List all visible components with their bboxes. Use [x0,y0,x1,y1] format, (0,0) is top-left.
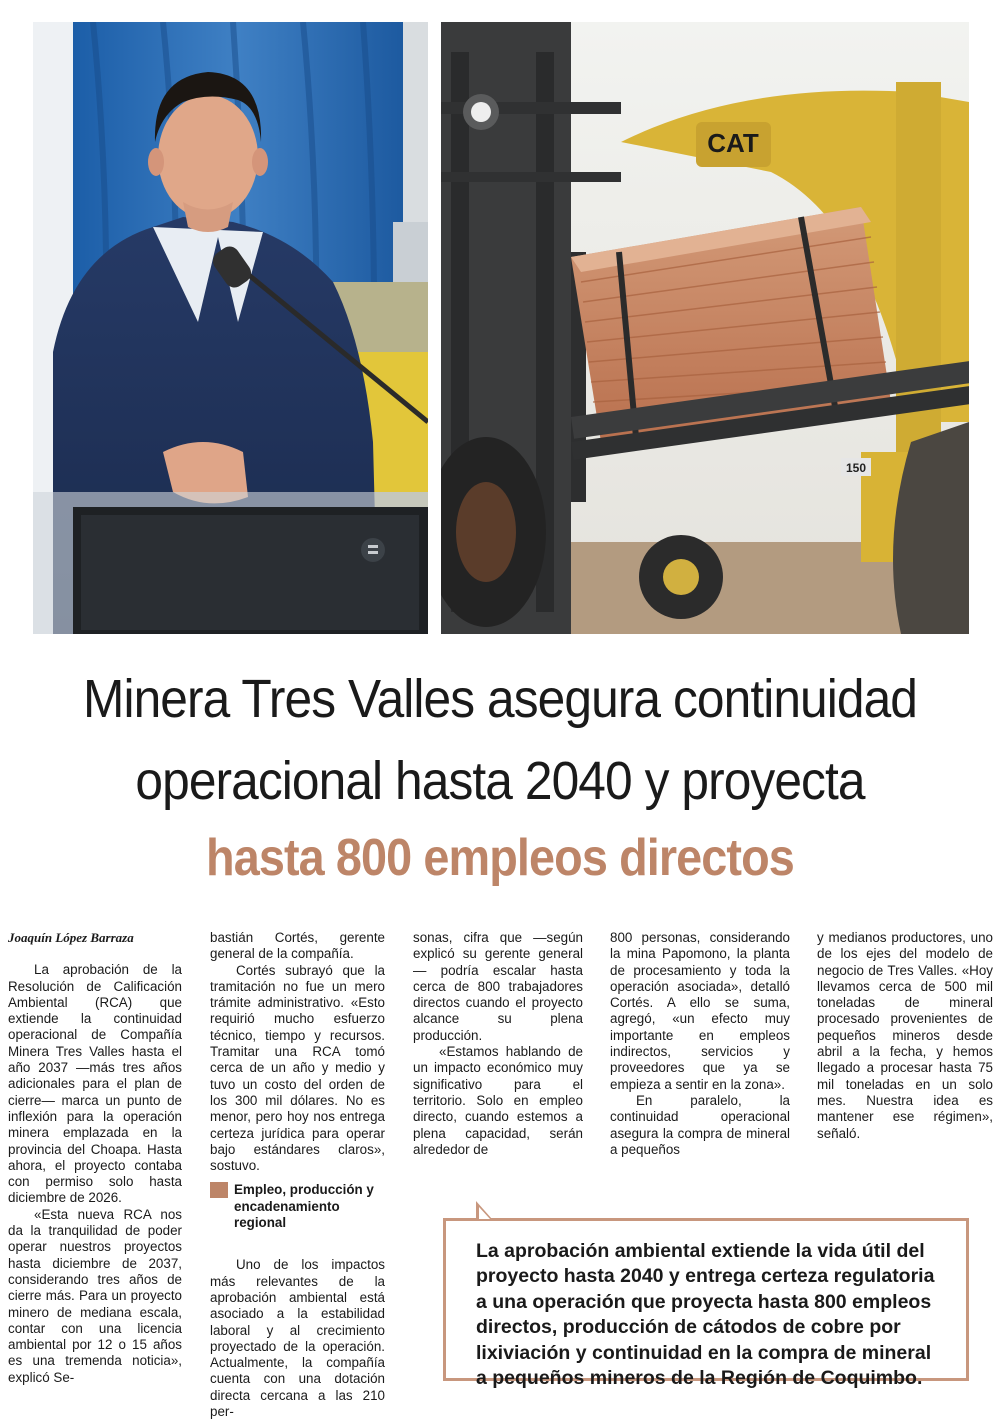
headline-line-1: Minera Tres Valles asegura continuidad [82,669,918,729]
byline: Joaquín López Barraza [8,930,134,945]
subheading-text: Empleo, producción y encadenamiento regional [234,1182,374,1231]
paragraph: En paralelo, la continuidad operacional asegura la compra de mineral a pequeños [610,1092,790,1157]
paragraph: bastián Cortés, gerente general de la compañía. [210,930,385,962]
subheading-square-icon [210,1182,228,1198]
paragraph: y medianos productores, uno de los ejes del modelo de negocio de Tres Valles. «Hoy llevamos cerca de 500 mil toneladas de mineral procesado provenientes de pequeños mineros desde abril a la fecha, y hemos llegado a procesar hasta 75 mil toneladas en un solo mes. Nuestra idea es mantener ese régimen», señaló. [817,930,993,1141]
article-column-1 [8,930,182,1386]
article-column-3 [413,930,583,1158]
speaker-illustration [33,22,428,634]
headline-line-3: hasta 800 empleos directos [206,829,794,887]
section-subheading [210,1182,385,1231]
callout-tail-inner [479,1207,490,1219]
article-column-4 [610,930,790,1158]
paragraph: Cortés subrayó que la tramitación no fue un mero trámite administrativo. «Esto requirió mucho esfuerzo técnico, tiempo y recursos. Tramitar una RCA tomó cerca de un año y medio y tuvo un costo del orden de los 300 mil dólares. No es menor, pero hoy nos entrega certeza jurídica para operar bajo estándares claros», sostuvo. [210,962,385,1174]
photo-speaker-at-podium [33,22,428,634]
paragraph: «Estamos hablando de un impacto económico muy significativo para el territorio. Solo en empleo directo, cuando estemos a plena capacidad, serán alrededor de [413,1044,583,1157]
article-column-5 [817,930,993,1142]
cat-logo: CAT [707,128,759,158]
photo-forklift-copper-cathodes [441,22,969,634]
article-column-2 [210,930,385,1420]
pull-quote-callout [443,1218,969,1390]
callout-text: La aprobación ambiental extiende la vida útil del proyecto hasta 2040 y entrega certeza regulatoria a una operación que proyecta hasta 800 empleos directos, producción de cátodos de cobre por lixiviación y continuidad en la compra de mineral a pequeños mineros de la Región de Coquimbo. [476,1240,935,1390]
paragraph: Uno de los impactos más relevantes de la aprobación ambiental está asociado a la estabilidad laboral y al crecimiento proyectado de la operación. Actualmente, la compañía cuenta con una dotación directa cercana a las 210 per- [210,1257,385,1420]
paragraph: «Esta nueva RCA nos da la tranquilidad de poder operar nuestros proyectos hasta diciembre de 2037, considerando tres años de cierre más. Para un proyecto minero de mediana escala, contar con una licencia ambiental por 12 o 15 años es una tremenda noticia», explicó Se- [8,1206,182,1385]
paragraph: La aprobación de la Resolución de Calificación Ambiental (RCA) que extiende la continuidad operacional de Compañía Minera Tres Valles hasta el año 2037 —más tres años adicionales para el plan de cierre— marca un punto de inflexión para la operación minera emplazada en la provincia del Choapa. Hasta ahora, el proyecto contaba con permiso solo hasta diciembre de 2026. [8,962,182,1206]
headline-line-2: operacional hasta 2040 y proyecta [135,751,865,811]
paragraph: 800 personas, considerando la mina Papomono, la planta de procesamiento y toda la operación asociada», detalló Cortés. A ello se suma, agregó, «un efecto muy importante en empleos indirectos, servicios y proveedores que ya se empieza a sentir en la zona». [610,930,790,1092]
forklift-illustration [441,22,969,634]
paragraph: sonas, cifra que —según explicó su gerente general— podría escalar hasta cerca de 800 trabajadores directos cuando el proyecto alcance su plena producción. [413,930,583,1043]
machine-number: 150 [845,461,867,475]
